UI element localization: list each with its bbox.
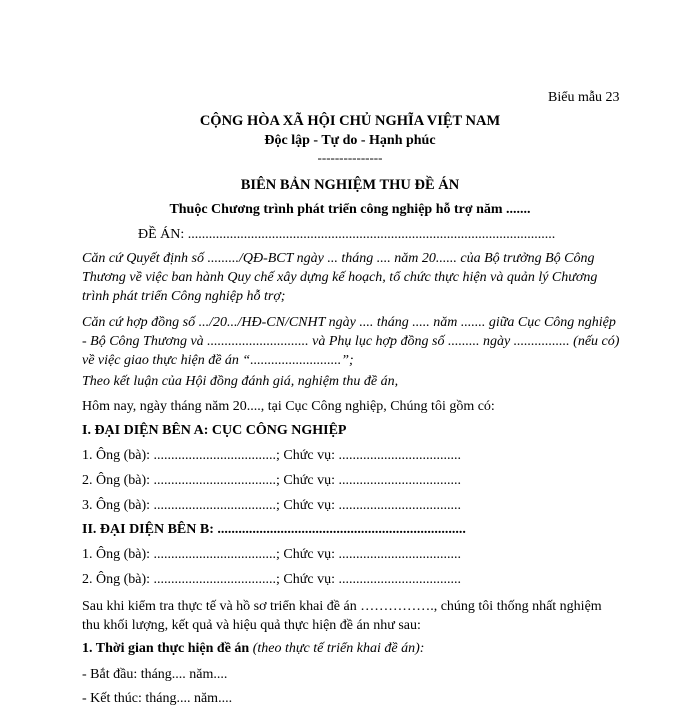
basis-decision: Căn cứ Quyết định số ........./QĐ-BCT ngày ... tháng .... năm 20...... của Bộ trưởng Bộ Công Thương về việc ban hành Quy chế xây dựng kế hoạch, tổ chức thực hiện và quản lý Chương trình phát triển Công nghiệp hỗ trợ; bbox=[82, 251, 598, 304]
section1-heading-line bbox=[82, 641, 424, 657]
party-b-heading: II. ĐẠI DIỆN BÊN B: ....................................................................... bbox=[82, 522, 466, 537]
party-a-member: 1. Ông (bà): ...................................; Chức vụ: ................................... bbox=[82, 448, 461, 463]
meeting-intro: Hôm nay, ngày tháng năm 20...., tại Cục Công nghiệp, Chúng tôi gồm có: bbox=[82, 399, 495, 414]
party-b-member: 2. Ông (bà): ...................................; Chức vụ: ................................... bbox=[82, 572, 461, 587]
basis-contract: Căn cứ hợp đồng số .../20.../HĐ-CN/CNHT ngày .... tháng ..... năm ....... giữa Cục Công nghiệp - Bộ Công Thương và ............................. và Phụ lục hợp đồng số ......... ngày ................ (nếu có) về việc giao thực hiện đề án “..........................”; bbox=[82, 315, 620, 368]
section1-heading: 1. Thời gian thực hiện đề án bbox=[82, 641, 250, 656]
conclusion-paragraph: Sau khi kiểm tra thực tế và hồ sơ triển khai đề án ……………., chúng tôi thống nhất nghiệm thu khối lượng, kết quả và hiệu quả thực hiện đề án như sau: bbox=[82, 599, 602, 633]
motto: Độc lập - Tự do - Hạnh phúc bbox=[264, 133, 436, 148]
project-line: ĐỀ ÁN: ......................................................................................................... bbox=[138, 227, 556, 242]
party-a-member: 2. Ông (bà): ...................................; Chức vụ: ................................... bbox=[82, 473, 461, 488]
party-a-heading: I. ĐẠI DIỆN BÊN A: CỤC CÔNG NGHIỆP bbox=[82, 423, 347, 438]
form-code: Biểu mẫu 23 bbox=[548, 90, 620, 105]
section1-start: - Bắt đầu: tháng.... năm.... bbox=[82, 667, 228, 682]
section1-note: (theo thực tế triển khai đề án): bbox=[252, 641, 425, 656]
party-b-member: 1. Ông (bà): ...................................; Chức vụ: ................................... bbox=[82, 547, 461, 562]
document-title: BIÊN BẢN NGHIỆM THU ĐỀ ÁN bbox=[240, 177, 460, 193]
section1-end: - Kết thúc: tháng.... năm.... bbox=[82, 691, 233, 706]
nation-heading: CỘNG HÒA XÃ HỘI CHỦ NGHĨA VIỆT NAM bbox=[199, 113, 501, 129]
document-subtitle: Thuộc Chương trình phát triển công nghiệp hỗ trợ năm ....... bbox=[169, 202, 531, 217]
basis-council: Theo kết luận của Hội đồng đánh giá, nghiệm thu đề án, bbox=[82, 374, 399, 389]
party-a-member: 3. Ông (bà): ...................................; Chức vụ: ................................... bbox=[82, 498, 461, 513]
header-divider: --------------- bbox=[317, 150, 383, 165]
